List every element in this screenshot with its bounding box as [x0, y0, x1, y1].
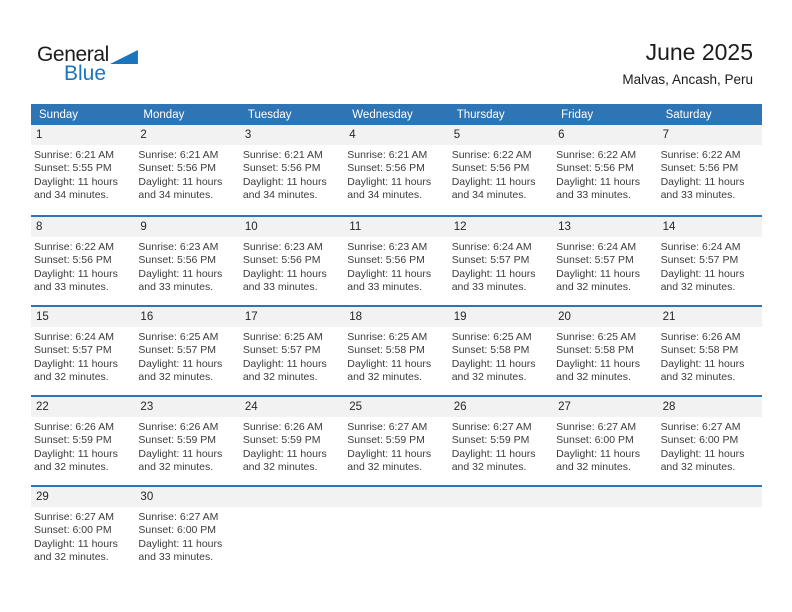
- daylight-line-2: and 33 minutes.: [138, 281, 214, 294]
- calendar-day-cell: [344, 217, 448, 305]
- sunrise-line: Sunrise: 6:27 AM: [451, 421, 532, 433]
- sunrise-line: Sunrise: 6:27 AM: [34, 511, 114, 523]
- sunrise-line: Sunrise: 6:25 AM: [556, 331, 637, 343]
- sunrise-line: Sunrise: 6:23 AM: [347, 241, 428, 253]
- sunrise-line: Sunrise: 6:26 AM: [242, 421, 323, 433]
- daylight-line-1: Daylight: 11 hours: [451, 447, 536, 460]
- sunset-line: Sunset: 5:57 PM: [34, 344, 112, 357]
- day-info: [344, 145, 448, 203]
- calendar-day-cell: [31, 487, 135, 575]
- week-row: [31, 485, 762, 575]
- day-number: [344, 487, 448, 507]
- calendar-day-cell: [553, 307, 657, 395]
- sunset-line: Sunset: 5:59 PM: [138, 434, 217, 447]
- sunrise-line: Sunrise: 6:25 AM: [242, 331, 323, 343]
- daylight-line-1: Daylight: 11 hours: [660, 447, 745, 460]
- day-number: 22: [31, 397, 135, 417]
- sunset-line: Sunset: 5:58 PM: [660, 344, 739, 357]
- daylight-line-1: Daylight: 11 hours: [451, 267, 536, 280]
- calendar-day-cell: [553, 125, 657, 215]
- title-block: [622, 40, 753, 87]
- daylight-line-2: and 34 minutes.: [138, 189, 214, 202]
- calendar-day-cell: [240, 125, 344, 215]
- daylight-line-1: Daylight: 11 hours: [138, 357, 223, 370]
- day-number: 12: [449, 217, 553, 237]
- calendar-day-cell: [31, 397, 135, 485]
- day-info: [135, 417, 239, 475]
- logo-text-blue: Blue: [64, 62, 107, 85]
- weekday-header-friday: Friday: [561, 108, 594, 121]
- day-info: [344, 417, 448, 475]
- daylight-line-2: and 32 minutes.: [138, 461, 214, 474]
- sunrise-line: Sunrise: 6:26 AM: [660, 331, 741, 343]
- sunrise-line: Sunrise: 6:23 AM: [242, 241, 323, 253]
- day-info: [31, 417, 135, 475]
- daylight-line-1: Daylight: 11 hours: [660, 267, 745, 280]
- month-title: June 2025: [645, 39, 753, 65]
- daylight-line-2: and 32 minutes.: [138, 371, 214, 384]
- daylight-line-1: Daylight: 11 hours: [556, 175, 640, 188]
- location-subtitle: Malvas, Ancash, Peru: [622, 72, 753, 88]
- daylight-line-1: Daylight: 11 hours: [138, 175, 223, 188]
- sunrise-line: Sunrise: 6:26 AM: [138, 421, 219, 433]
- sunset-line: Sunset: 5:57 PM: [556, 254, 634, 267]
- daylight-line-2: and 32 minutes.: [556, 281, 631, 294]
- calendar-day-cell: [449, 217, 553, 305]
- day-number: 3: [240, 125, 344, 145]
- weekday-header-monday: Monday: [143, 108, 185, 121]
- day-number: 30: [135, 487, 239, 507]
- daylight-line-1: Daylight: 11 hours: [451, 175, 536, 188]
- day-info: [553, 237, 657, 295]
- daylight-line-1: Daylight: 11 hours: [347, 447, 432, 460]
- sunrise-line: Sunrise: 6:25 AM: [451, 331, 532, 343]
- sunset-line: Sunset: 5:59 PM: [451, 434, 530, 447]
- calendar-day-cell: [135, 397, 239, 485]
- sunrise-line: Sunrise: 6:22 AM: [556, 149, 637, 161]
- sunset-line: Sunset: 5:58 PM: [556, 344, 634, 357]
- day-number: 4: [344, 125, 448, 145]
- sunrise-line: Sunrise: 6:21 AM: [138, 149, 219, 161]
- sunrise-line: Sunrise: 6:21 AM: [242, 149, 323, 161]
- day-info: [135, 507, 239, 565]
- calendar-day-cell: [553, 217, 657, 305]
- daylight-line-2: and 33 minutes.: [34, 281, 109, 294]
- day-number: 7: [658, 125, 762, 145]
- sunset-line: Sunset: 5:58 PM: [451, 344, 530, 357]
- sunset-line: Sunset: 5:56 PM: [347, 162, 425, 175]
- calendar-day-cell: [658, 125, 762, 215]
- weekday-header-thursday: Thursday: [456, 108, 505, 121]
- daylight-line-2: and 33 minutes.: [451, 281, 527, 294]
- day-number: 20: [553, 307, 657, 327]
- sunrise-line: Sunrise: 6:24 AM: [556, 241, 637, 253]
- sunrise-line: Sunrise: 6:25 AM: [347, 331, 428, 343]
- sunset-line: Sunset: 5:55 PM: [34, 162, 112, 175]
- sunset-line: Sunset: 6:00 PM: [138, 524, 217, 537]
- sunrise-line: Sunrise: 6:27 AM: [660, 421, 741, 433]
- daylight-line-1: Daylight: 11 hours: [556, 357, 640, 370]
- daylight-line-1: Daylight: 11 hours: [347, 175, 432, 188]
- day-number: 17: [240, 307, 344, 327]
- day-number: 23: [135, 397, 239, 417]
- weekday-header-row: [31, 104, 762, 125]
- logo-triangle-icon: [110, 50, 138, 64]
- week-row: [31, 215, 762, 305]
- calendar-empty-cell: [449, 487, 553, 575]
- daylight-line-1: Daylight: 11 hours: [660, 357, 745, 370]
- sunset-line: Sunset: 5:56 PM: [451, 162, 530, 175]
- daylight-line-2: and 34 minutes.: [34, 189, 109, 202]
- weekday-header-sunday: Sunday: [39, 108, 79, 121]
- day-info: [135, 145, 239, 203]
- day-info: [31, 327, 135, 385]
- sunset-line: Sunset: 5:56 PM: [242, 254, 321, 267]
- day-number: 27: [553, 397, 657, 417]
- day-number: 1: [31, 125, 135, 145]
- daylight-line-2: and 32 minutes.: [347, 371, 422, 384]
- daylight-line-2: and 34 minutes.: [347, 189, 422, 202]
- day-number: 14: [658, 217, 762, 237]
- day-info: [135, 237, 239, 295]
- day-info: [658, 237, 762, 295]
- daylight-line-2: and 33 minutes.: [556, 189, 631, 202]
- calendar-day-cell: [240, 397, 344, 485]
- daylight-line-1: Daylight: 11 hours: [138, 447, 223, 460]
- calendar-day-cell: [449, 397, 553, 485]
- calendar-day-cell: [135, 487, 239, 575]
- sunset-line: Sunset: 5:56 PM: [347, 254, 425, 267]
- day-number: 25: [344, 397, 448, 417]
- weekday-header-wednesday: Wednesday: [352, 108, 413, 121]
- calendar-day-cell: [31, 307, 135, 395]
- daylight-line-2: and 32 minutes.: [660, 371, 736, 384]
- day-info: [135, 327, 239, 385]
- daylight-line-1: Daylight: 11 hours: [34, 357, 118, 370]
- daylight-line-2: and 32 minutes.: [451, 371, 527, 384]
- calendar-day-cell: [135, 307, 239, 395]
- day-number: [449, 487, 553, 507]
- sunset-line: Sunset: 6:00 PM: [556, 434, 634, 447]
- day-number: [240, 487, 344, 507]
- sunset-line: Sunset: 5:56 PM: [242, 162, 321, 175]
- day-number: 24: [240, 397, 344, 417]
- daylight-line-1: Daylight: 11 hours: [34, 175, 118, 188]
- sunrise-line: Sunrise: 6:22 AM: [660, 149, 741, 161]
- daylight-line-1: Daylight: 11 hours: [556, 267, 640, 280]
- daylight-line-2: and 33 minutes.: [347, 281, 422, 294]
- calendar-empty-cell: [240, 487, 344, 575]
- daylight-line-2: and 32 minutes.: [556, 461, 631, 474]
- sunset-line: Sunset: 6:00 PM: [34, 524, 112, 537]
- daylight-line-1: Daylight: 11 hours: [451, 357, 536, 370]
- sunrise-line: Sunrise: 6:24 AM: [660, 241, 741, 253]
- sunset-line: Sunset: 6:00 PM: [660, 434, 739, 447]
- calendar-day-cell: [658, 217, 762, 305]
- day-number: 19: [449, 307, 553, 327]
- calendar-day-cell: [135, 125, 239, 215]
- day-info: [240, 145, 344, 203]
- sunrise-line: Sunrise: 6:25 AM: [138, 331, 219, 343]
- daylight-line-1: Daylight: 11 hours: [138, 267, 223, 280]
- calendar-day-cell: [658, 397, 762, 485]
- daylight-line-2: and 33 minutes.: [660, 189, 736, 202]
- day-info: [553, 327, 657, 385]
- weekday-header-tuesday: Tuesday: [247, 108, 292, 121]
- sunrise-line: Sunrise: 6:24 AM: [451, 241, 532, 253]
- daylight-line-2: and 34 minutes.: [451, 189, 527, 202]
- sunset-line: Sunset: 5:56 PM: [138, 162, 217, 175]
- calendar-day-cell: [553, 397, 657, 485]
- day-number: [553, 487, 657, 507]
- calendar-day-cell: [344, 397, 448, 485]
- general-blue-logo: [37, 44, 138, 84]
- sunset-line: Sunset: 5:56 PM: [138, 254, 217, 267]
- sunset-line: Sunset: 5:59 PM: [347, 434, 425, 447]
- day-number: 6: [553, 125, 657, 145]
- daylight-line-1: Daylight: 11 hours: [138, 537, 223, 550]
- calendar-empty-cell: [658, 487, 762, 575]
- sunset-line: Sunset: 5:57 PM: [660, 254, 739, 267]
- logo-text-general: General: [37, 43, 109, 66]
- daylight-line-1: Daylight: 11 hours: [242, 447, 327, 460]
- day-info: [344, 327, 448, 385]
- sunrise-line: Sunrise: 6:27 AM: [556, 421, 637, 433]
- calendar-weeks: [31, 125, 762, 575]
- daylight-line-2: and 32 minutes.: [34, 551, 109, 564]
- sunset-line: Sunset: 5:56 PM: [34, 254, 112, 267]
- calendar-day-cell: [240, 307, 344, 395]
- day-number: 8: [31, 217, 135, 237]
- daylight-line-2: and 33 minutes.: [242, 281, 318, 294]
- day-number: 5: [449, 125, 553, 145]
- daylight-line-1: Daylight: 11 hours: [34, 267, 118, 280]
- day-info: [449, 327, 553, 385]
- daylight-line-1: Daylight: 11 hours: [347, 267, 432, 280]
- sunrise-line: Sunrise: 6:27 AM: [138, 511, 219, 523]
- daylight-line-2: and 32 minutes.: [556, 371, 631, 384]
- day-info: [658, 327, 762, 385]
- day-info: [31, 237, 135, 295]
- sunrise-line: Sunrise: 6:22 AM: [34, 241, 114, 253]
- calendar-empty-cell: [553, 487, 657, 575]
- daylight-line-1: Daylight: 11 hours: [347, 357, 432, 370]
- calendar-day-cell: [658, 307, 762, 395]
- calendar-table: [31, 104, 762, 575]
- daylight-line-2: and 32 minutes.: [347, 461, 422, 474]
- daylight-line-1: Daylight: 11 hours: [242, 175, 327, 188]
- daylight-line-1: Daylight: 11 hours: [242, 357, 327, 370]
- day-number: 29: [31, 487, 135, 507]
- calendar-day-cell: [449, 125, 553, 215]
- day-number: 11: [344, 217, 448, 237]
- day-info: [449, 145, 553, 203]
- sunrise-line: Sunrise: 6:26 AM: [34, 421, 114, 433]
- sunset-line: Sunset: 5:56 PM: [556, 162, 634, 175]
- weekday-header-saturday: Saturday: [665, 108, 712, 121]
- daylight-line-2: and 32 minutes.: [660, 281, 736, 294]
- week-row: [31, 395, 762, 485]
- day-number: 16: [135, 307, 239, 327]
- sunset-line: Sunset: 5:59 PM: [34, 434, 112, 447]
- daylight-line-1: Daylight: 11 hours: [34, 537, 118, 550]
- daylight-line-1: Daylight: 11 hours: [660, 175, 745, 188]
- day-info: [344, 237, 448, 295]
- daylight-line-2: and 32 minutes.: [242, 461, 318, 474]
- daylight-line-2: and 34 minutes.: [242, 189, 318, 202]
- week-row: [31, 125, 762, 215]
- sunset-line: Sunset: 5:57 PM: [451, 254, 530, 267]
- calendar-day-cell: [344, 125, 448, 215]
- daylight-line-2: and 32 minutes.: [451, 461, 527, 474]
- day-info: [449, 237, 553, 295]
- day-number: 18: [344, 307, 448, 327]
- day-number: 13: [553, 217, 657, 237]
- daylight-line-1: Daylight: 11 hours: [242, 267, 327, 280]
- sunset-line: Sunset: 5:58 PM: [347, 344, 425, 357]
- calendar-day-cell: [31, 217, 135, 305]
- day-info: [658, 145, 762, 203]
- day-number: [658, 487, 762, 507]
- day-info: [240, 237, 344, 295]
- day-number: 26: [449, 397, 553, 417]
- day-number: 15: [31, 307, 135, 327]
- sunrise-line: Sunrise: 6:22 AM: [451, 149, 532, 161]
- day-info: [240, 417, 344, 475]
- daylight-line-1: Daylight: 11 hours: [34, 447, 118, 460]
- day-number: 28: [658, 397, 762, 417]
- day-number: 10: [240, 217, 344, 237]
- daylight-line-2: and 32 minutes.: [34, 371, 109, 384]
- sunset-line: Sunset: 5:57 PM: [242, 344, 321, 357]
- daylight-line-2: and 32 minutes.: [660, 461, 736, 474]
- day-number: 2: [135, 125, 239, 145]
- day-info: [240, 327, 344, 385]
- sunset-line: Sunset: 5:56 PM: [660, 162, 739, 175]
- sunrise-line: Sunrise: 6:27 AM: [347, 421, 428, 433]
- day-info: [658, 417, 762, 475]
- sunrise-line: Sunrise: 6:21 AM: [34, 149, 114, 161]
- day-info: [449, 417, 553, 475]
- calendar-day-cell: [449, 307, 553, 395]
- calendar-day-cell: [31, 125, 135, 215]
- daylight-line-2: and 32 minutes.: [34, 461, 109, 474]
- daylight-line-2: and 32 minutes.: [242, 371, 318, 384]
- day-info: [553, 417, 657, 475]
- daylight-line-1: Daylight: 11 hours: [556, 447, 640, 460]
- sunrise-line: Sunrise: 6:23 AM: [138, 241, 219, 253]
- week-row: [31, 305, 762, 395]
- calendar-day-cell: [240, 217, 344, 305]
- day-info: [31, 507, 135, 565]
- day-info: [553, 145, 657, 203]
- day-number: 9: [135, 217, 239, 237]
- calendar-empty-cell: [344, 487, 448, 575]
- sunset-line: Sunset: 5:59 PM: [242, 434, 321, 447]
- day-number: 21: [658, 307, 762, 327]
- sunrise-line: Sunrise: 6:24 AM: [34, 331, 114, 343]
- calendar-day-cell: [344, 307, 448, 395]
- sunset-line: Sunset: 5:57 PM: [138, 344, 217, 357]
- daylight-line-2: and 33 minutes.: [138, 551, 214, 564]
- sunrise-line: Sunrise: 6:21 AM: [347, 149, 428, 161]
- day-info: [31, 145, 135, 203]
- calendar-day-cell: [135, 217, 239, 305]
